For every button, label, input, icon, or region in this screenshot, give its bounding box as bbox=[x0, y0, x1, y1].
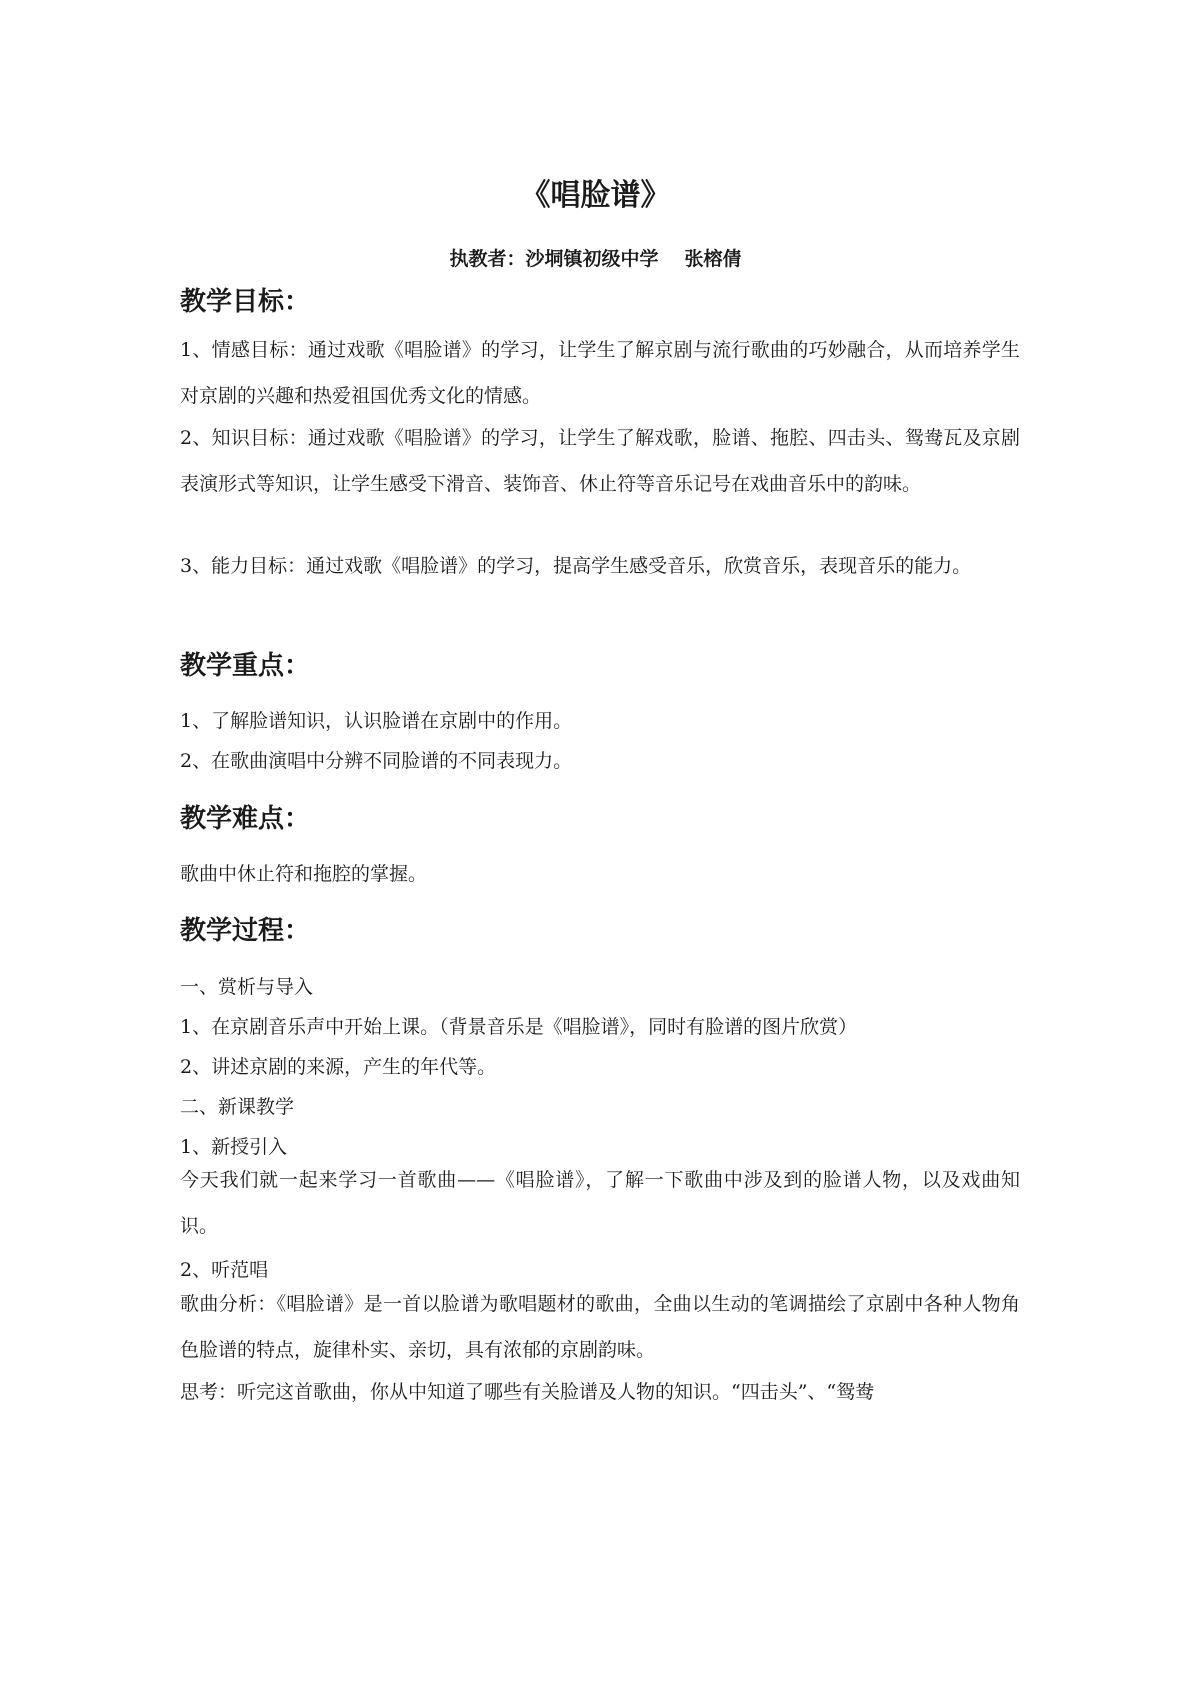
key-point-1: 1、了解脸谱知识，认识脸谱在京剧中的作用。 bbox=[180, 710, 573, 732]
key-points-heading: 教学重点： bbox=[180, 651, 311, 681]
process-step1-text: 今天我们就一起来学习一首歌曲——《唱脸谱》，了解一下歌曲中涉及到的脸谱人物，以及戏曲知识。 bbox=[180, 1169, 1020, 1237]
process-part1-item2: 2、讲述京剧的来源，产生的年代等。 bbox=[180, 1056, 497, 1078]
process-heading: 教学过程： bbox=[180, 916, 311, 946]
process-step2-title: 2、听范唱 bbox=[180, 1259, 269, 1281]
document-title: 《唱脸谱》 bbox=[520, 178, 671, 213]
process-step1-title: 1、新授引入 bbox=[180, 1136, 288, 1158]
goal-ability: 3、能力目标：通过戏歌《唱脸谱》的学习，提高学生感受音乐，欣赏音乐，表现音乐的能力。 bbox=[180, 555, 972, 577]
goal-knowledge: 2、知识目标：通过戏歌《唱脸谱》的学习，让学生了解戏歌，脸谱、拖腔、四击头、鸳鸯瓦及京剧表演形式等知识，让学生感受下滑音、装饰音、休止符等音乐记号在戏曲音乐中的韵味。 bbox=[180, 427, 1020, 495]
goals-heading: 教学目标： bbox=[180, 287, 311, 317]
process-analysis: 歌曲分析：《唱脸谱》是一首以脸谱为歌唱题材的歌曲，全曲以生动的笔调描绘了京剧中各种人物角色脸谱的特点，旋律朴实、亲切，具有浓郁的京剧韵味。 bbox=[180, 1293, 1020, 1361]
author-name: 张榕倩 bbox=[684, 248, 742, 270]
author-school: 执教者：沙垌镇初级中学 bbox=[449, 248, 659, 270]
process-thinking: 思考：听完这首歌曲，你从中知道了哪些有关脸谱及人物的知识。“四击头”、“鸳鸯 bbox=[180, 1381, 875, 1403]
difficulties-heading: 教学难点： bbox=[180, 804, 311, 834]
author-line bbox=[0, 244, 1191, 271]
process-part1-item1: 1、在京剧音乐声中开始上课。（背景音乐是《唱脸谱》，同时有脸谱的图片欣赏） bbox=[180, 1016, 858, 1038]
process-part1-title: 一、赏析与导入 bbox=[180, 976, 314, 998]
difficulties-text: 歌曲中休止符和拖腔的掌握。 bbox=[180, 863, 428, 885]
goal-emotion: 1、情感目标：通过戏歌《唱脸谱》的学习，让学生了解京剧与流行歌曲的巧妙融合，从而培养学生对京剧的兴趣和热爱祖国优秀文化的情感。 bbox=[180, 339, 1020, 407]
process-part2-title: 二、新课教学 bbox=[180, 1096, 295, 1118]
key-point-2: 2、在歌曲演唱中分辨不同脸谱的不同表现力。 bbox=[180, 750, 573, 772]
